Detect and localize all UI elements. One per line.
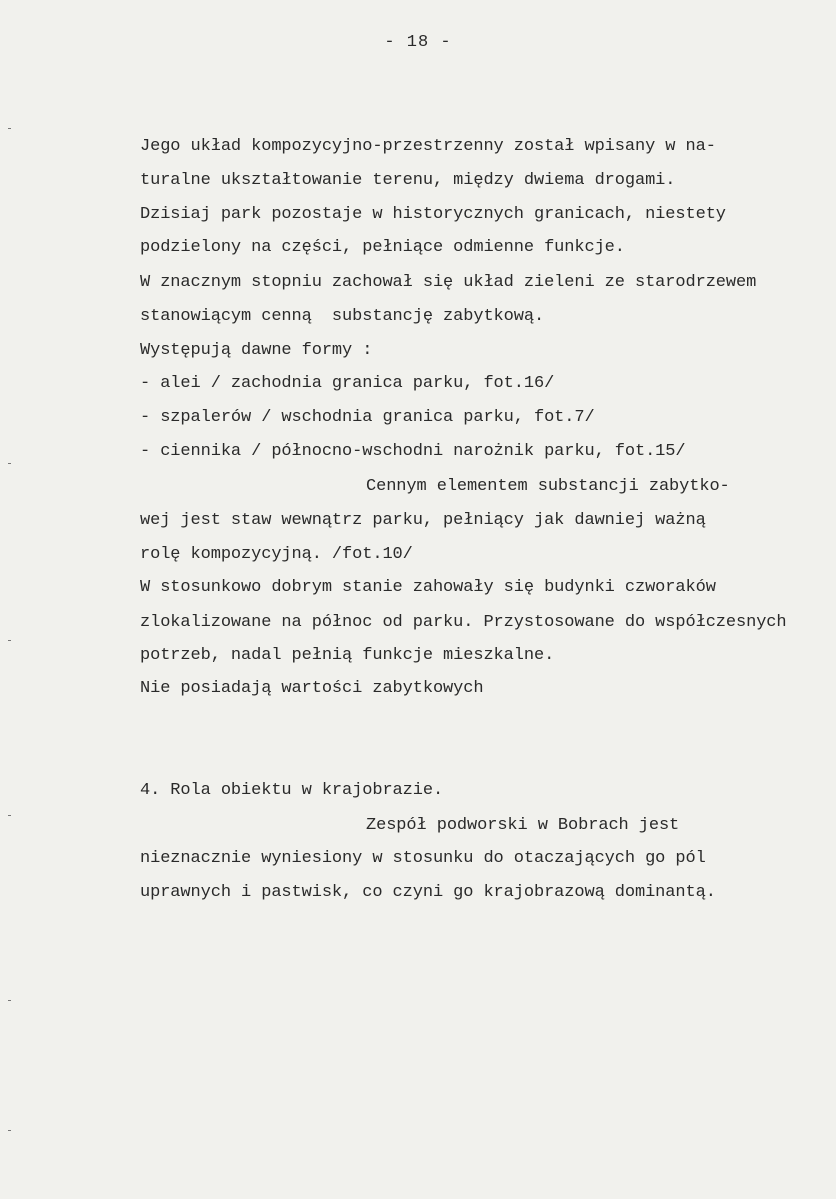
- text-line: wej jest staw wewnątrz parku, pełniący jak dawniej ważną: [140, 511, 706, 530]
- list-item: - szpalerów / wschodnia granica parku, fot.7/: [140, 408, 595, 427]
- text-line: nieznacznie wyniesiony w stosunku do otaczających go pól: [140, 849, 706, 868]
- text-line: potrzeb, nadal pełnią funkcje mieszkalne.: [140, 646, 555, 665]
- list-item: - alei / zachodnia granica parku, fot.16/: [140, 374, 555, 393]
- section-heading: 4. Rola obiektu w krajobrazie.: [140, 781, 444, 800]
- text-line: podzielony na części, pełniące odmienne funkcje.: [140, 238, 625, 257]
- text-line: Występują dawne formy :: [140, 341, 373, 360]
- scan-margin-mark: [8, 1130, 11, 1131]
- text-line: rolę kompozycyjną. /fot.10/: [140, 545, 413, 564]
- text-line: stanowiącym cenną substancję zabytkową.: [140, 307, 545, 326]
- text-line: turalne ukształtowanie terenu, między dwiema drogami.: [140, 171, 676, 190]
- text-line: Cennym elementem substancji zabytko-: [366, 477, 730, 496]
- text-line: W znacznym stopniu zachował się układ zieleni ze starodrzewem: [140, 273, 757, 292]
- text-line: zlokalizowane na północ od parku. Przystosowane do współczesnych: [140, 613, 787, 632]
- text-line: Zespół podworski w Bobrach jest: [366, 816, 680, 835]
- list-item: - ciennika / północno-wschodni narożnik parku, fot.15/: [140, 442, 686, 461]
- text-line: W stosunkowo dobrym stanie zahowały się budynki czworaków: [140, 578, 716, 597]
- scan-margin-mark: [8, 128, 11, 129]
- scan-margin-mark: [8, 640, 11, 641]
- scan-margin-mark: [8, 815, 11, 816]
- scan-margin-mark: [8, 1000, 11, 1001]
- text-line: Nie posiadają wartości zabytkowych: [140, 679, 484, 698]
- page-number: - 18 -: [384, 33, 452, 52]
- text-line: Jego układ kompozycyjno-przestrzenny został wpisany w na-: [140, 137, 716, 156]
- text-line: Dzisiaj park pozostaje w historycznych granicach, niestety: [140, 205, 726, 224]
- text-line: uprawnych i pastwisk, co czyni go krajobrazową dominantą.: [140, 883, 716, 902]
- scan-margin-mark: [8, 463, 11, 464]
